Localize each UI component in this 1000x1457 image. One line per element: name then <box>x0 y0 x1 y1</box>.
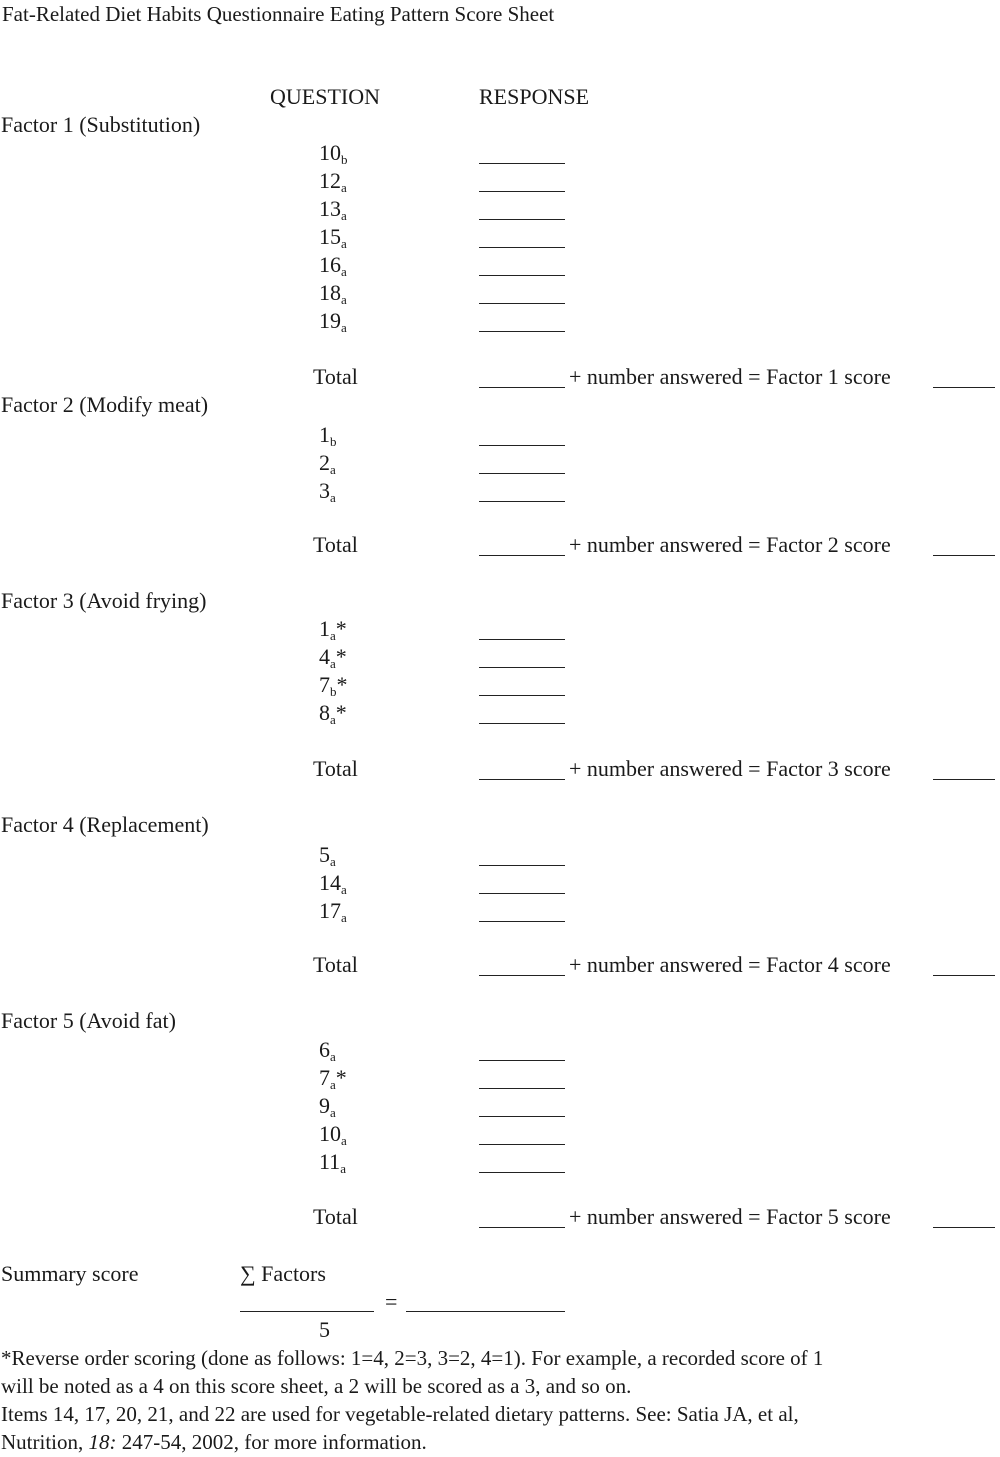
footnote-reverse-example: will be noted as a 4 on this score sheet, a 2 will be scored as a 3, and so on. <box>1 1374 632 1398</box>
footnote-citation <box>1 1428 427 1456</box>
factor-3-score-text: + number answered = Factor 3 score <box>569 756 891 781</box>
question-part: a <box>330 1077 336 1092</box>
question-num: 16 <box>319 252 341 277</box>
question-part: a <box>330 1105 336 1120</box>
response-blank[interactable] <box>479 219 565 220</box>
question-num: 3 <box>319 478 330 503</box>
response-blank[interactable] <box>479 303 565 304</box>
response-blank[interactable] <box>479 695 565 696</box>
total-blank[interactable] <box>479 387 565 388</box>
factor-score-blank[interactable] <box>933 975 995 976</box>
question-part: a <box>330 462 336 477</box>
question-num: 11 <box>319 1149 341 1174</box>
question-number <box>319 699 347 734</box>
question-num: 17 <box>319 898 341 923</box>
reverse-score-mark: * <box>335 1065 347 1090</box>
response-blank[interactable] <box>479 501 565 502</box>
citation-volume: 18: <box>88 1430 117 1454</box>
question-part: a <box>341 180 347 195</box>
response-blank[interactable] <box>479 331 565 332</box>
response-blank[interactable] <box>479 921 565 922</box>
question-num: 4 <box>319 644 330 669</box>
question-number <box>319 477 336 512</box>
summary-numerator: ∑ Factors <box>240 1261 326 1286</box>
question-part: a <box>341 910 347 925</box>
response-blank[interactable] <box>479 865 565 866</box>
question-num: 2 <box>319 450 330 475</box>
summary-score-label: Summary score <box>1 1261 139 1286</box>
question-num: 5 <box>319 842 330 867</box>
total-label: Total <box>313 952 358 977</box>
factor-4-label: Factor 4 (Replacement) <box>1 812 209 837</box>
response-blank[interactable] <box>479 473 565 474</box>
question-part: a <box>340 1161 346 1176</box>
citation-rest: 247-54, 2002, for more information. <box>116 1430 427 1454</box>
question-part: a <box>330 628 336 643</box>
question-part: a <box>330 712 336 727</box>
question-part: a <box>341 236 347 251</box>
question-num: 14 <box>319 870 341 895</box>
factor-3-label: Factor 3 (Avoid frying) <box>1 588 207 613</box>
factor-score-blank[interactable] <box>933 387 995 388</box>
factor-4-score-text: + number answered = Factor 4 score <box>569 952 891 977</box>
reverse-score-mark: * <box>335 644 347 669</box>
response-blank[interactable] <box>479 723 565 724</box>
response-blank[interactable] <box>479 275 565 276</box>
response-blank[interactable] <box>479 445 565 446</box>
question-number <box>319 897 347 932</box>
question-number <box>319 1148 346 1183</box>
question-num: 6 <box>319 1037 330 1062</box>
factor-2-score-text: + number answered = Factor 2 score <box>569 532 891 557</box>
reverse-score-mark: * <box>336 672 348 697</box>
factor-score-blank[interactable] <box>933 555 995 556</box>
total-blank[interactable] <box>479 1227 565 1228</box>
question-part: a <box>341 320 347 335</box>
response-blank[interactable] <box>479 1060 565 1061</box>
summary-equals: = <box>385 1289 398 1314</box>
factor-1-label: Factor 1 (Substitution) <box>1 112 201 137</box>
response-blank[interactable] <box>479 191 565 192</box>
total-label: Total <box>313 756 358 781</box>
question-num: 13 <box>319 196 341 221</box>
response-blank[interactable] <box>479 893 565 894</box>
reverse-score-mark: * <box>335 616 347 641</box>
response-blank[interactable] <box>479 163 565 164</box>
question-num: 1 <box>319 616 330 641</box>
factor-5-label: Factor 5 (Avoid fat) <box>1 1008 176 1033</box>
response-column-header: RESPONSE <box>479 84 590 109</box>
summary-fraction-bar <box>240 1311 374 1312</box>
footnote-reverse-scoring: *Reverse order scoring (done as follows: 1=4, 2=3, 3=2, 4=1). For example, a recorded score of 1 <box>1 1346 824 1370</box>
question-part: a <box>341 264 347 279</box>
question-num: 7 <box>319 1065 330 1090</box>
question-num: 12 <box>319 168 341 193</box>
citation-journal: Nutrition, <box>1 1430 89 1454</box>
question-part: a <box>341 1133 347 1148</box>
total-blank[interactable] <box>479 779 565 780</box>
question-num: 8 <box>319 700 330 725</box>
question-num: 10 <box>319 140 341 165</box>
summary-denominator: 5 <box>319 1317 330 1342</box>
response-blank[interactable] <box>479 639 565 640</box>
question-num: 15 <box>319 224 341 249</box>
factor-5-score-text: + number answered = Factor 5 score <box>569 1204 891 1229</box>
response-blank[interactable] <box>479 1116 565 1117</box>
response-blank[interactable] <box>479 1088 565 1089</box>
question-part: b <box>330 684 337 699</box>
question-num: 9 <box>319 1093 330 1118</box>
question-part: a <box>341 292 347 307</box>
total-label: Total <box>313 1204 358 1229</box>
question-num: 18 <box>319 280 341 305</box>
response-blank[interactable] <box>479 667 565 668</box>
total-blank[interactable] <box>479 555 565 556</box>
question-num: 7 <box>319 672 330 697</box>
question-part: a <box>341 208 347 223</box>
total-label: Total <box>313 364 358 389</box>
question-number <box>319 307 347 342</box>
question-column-header: QUESTION <box>270 84 380 109</box>
total-blank[interactable] <box>479 975 565 976</box>
question-part: b <box>341 152 348 167</box>
question-part: a <box>330 1049 336 1064</box>
question-num: 19 <box>319 308 341 333</box>
response-blank[interactable] <box>479 1172 565 1173</box>
question-part: b <box>330 434 337 449</box>
total-label: Total <box>313 532 358 557</box>
factor-1-score-text: + number answered = Factor 1 score <box>569 364 891 389</box>
response-blank[interactable] <box>479 247 565 248</box>
response-blank[interactable] <box>479 1144 565 1145</box>
question-num: 1 <box>319 422 330 447</box>
summary-score-blank[interactable] <box>406 1311 565 1312</box>
reverse-score-mark: * <box>335 700 347 725</box>
page-title: Fat-Related Diet Habits Questionnaire Eating Pattern Score Sheet <box>2 2 555 26</box>
footnote-vegetable-items: Items 14, 17, 20, 21, and 22 are used for vegetable-related dietary patterns. See: Satia JA, et al, <box>1 1402 799 1426</box>
question-num: 10 <box>319 1121 341 1146</box>
question-part: a <box>330 490 336 505</box>
question-part: a <box>330 656 336 671</box>
question-part: a <box>341 882 347 897</box>
factor-score-blank[interactable] <box>933 779 995 780</box>
factor-2-label: Factor 2 (Modify meat) <box>1 392 209 417</box>
factor-score-blank[interactable] <box>933 1227 995 1228</box>
question-part: a <box>330 854 336 869</box>
